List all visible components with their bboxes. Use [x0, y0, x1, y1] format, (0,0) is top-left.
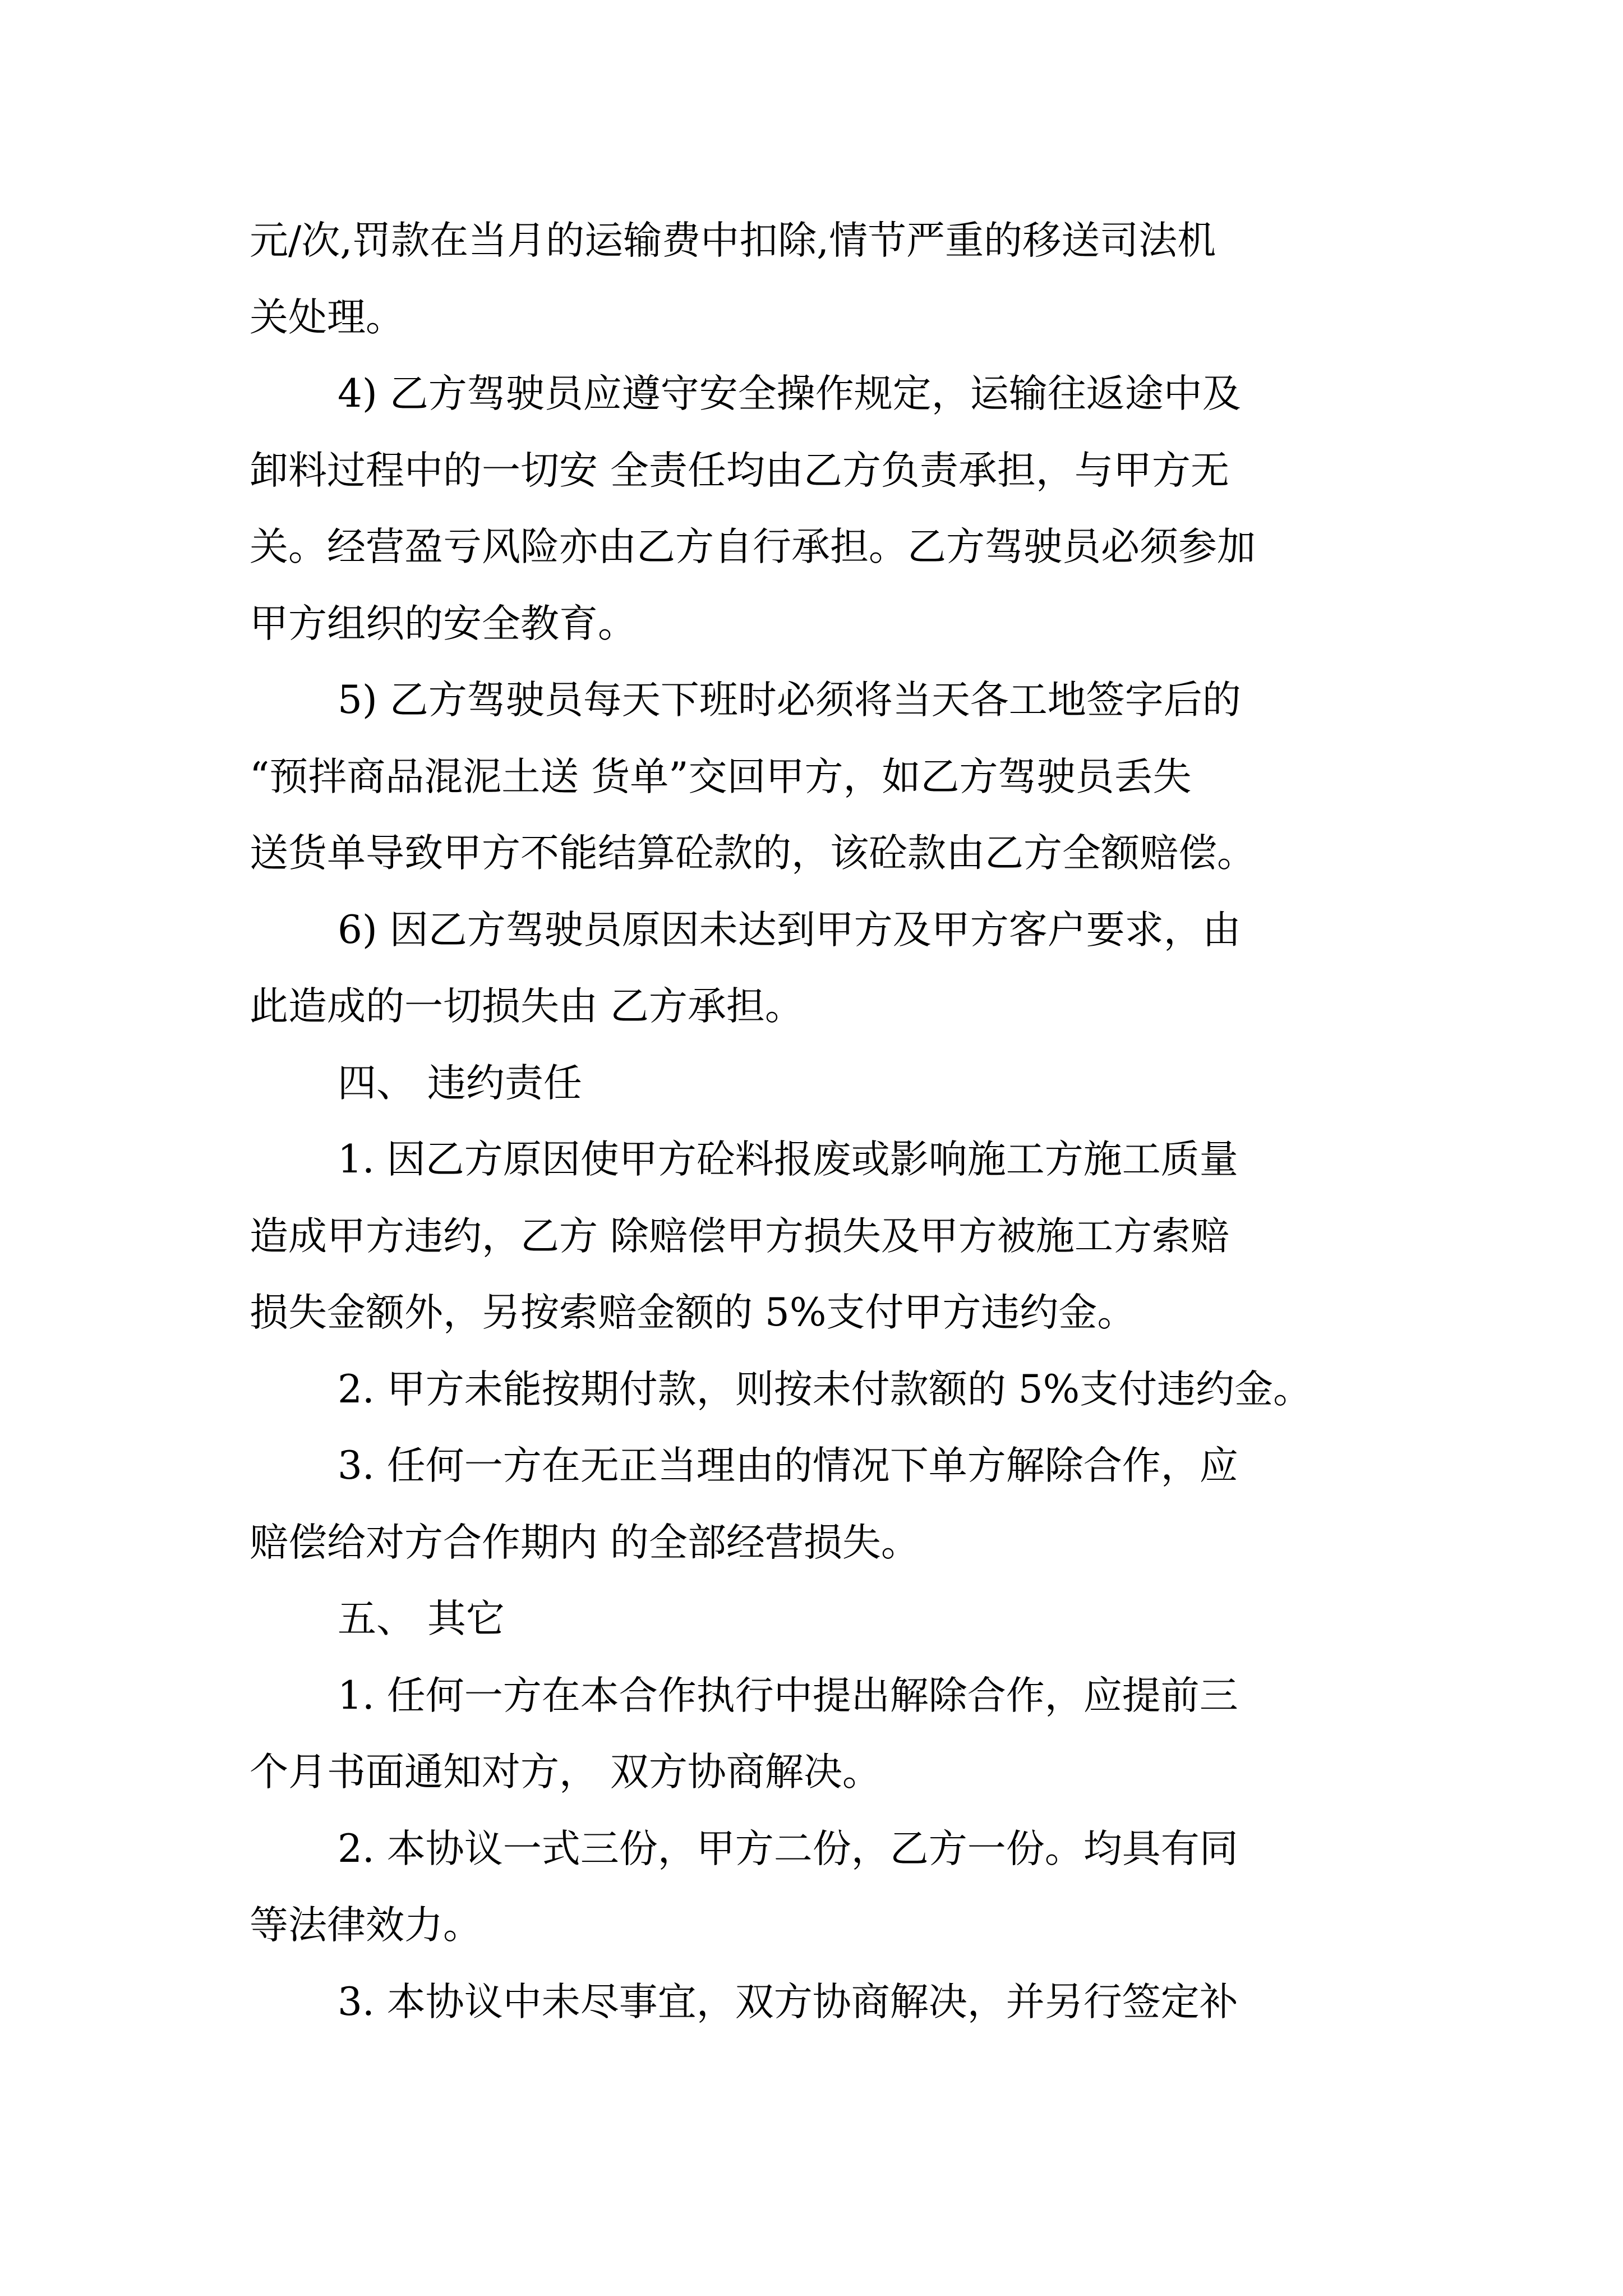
- text-line: 3. 本协议中未尽事宜，双方协商解决，并另行签定补: [338, 1980, 1238, 2024]
- text-line: 2. 本协议一式三份，甲方二份，乙方一份。均具有同: [338, 1826, 1238, 1871]
- text-line: 此造成的一切损失由 乙方承担。: [250, 984, 804, 1029]
- section-5-heading: 五、 其它: [338, 1596, 505, 1641]
- text-line: 关。经营盈亏风险亦由乙方自行承担。乙方驾驶员必须参加: [250, 524, 1256, 569]
- text-line: 送货单导致甲方不能结算砼款的，该砼款由乙方全额赔偿。: [250, 831, 1256, 876]
- text-line: 1. 任何一方在本合作执行中提出解除合作，应提前三: [338, 1673, 1238, 1718]
- text-line: 个月书面通知对方， 双方协商解决。: [250, 1750, 881, 1795]
- text-line: 6) 因乙方驾驶员原因未达到甲方及甲方客户要求，由: [338, 908, 1241, 953]
- text-line: “预拌商品混泥土送 货单”交回甲方，如乙方驾驶员丢失: [250, 754, 1192, 799]
- text-line: 4) 乙方驾驶员应遵守安全操作规定，运输往返途中及: [338, 371, 1241, 416]
- text-line: 赔偿给对方合作期内 的全部经营损失。: [250, 1520, 920, 1565]
- text-line: 卸料过程中的一切安 全责任均由乙方负责承担，与甲方无: [250, 448, 1229, 493]
- text-line: 3. 任何一方在无正当理由的情况下单方解除合作，应: [338, 1443, 1238, 1488]
- text-line: 损失金额外，另按索赔金额的 5%支付甲方违约金。: [250, 1290, 1136, 1335]
- text-line: 1. 因乙方原因使甲方砼料报废或影响施工方施工质量: [338, 1137, 1238, 1182]
- text-line: 等法律效力。: [250, 1903, 482, 1948]
- text-line: 关处理。: [250, 295, 404, 340]
- text-line: 造成甲方违约，乙方 除赔偿甲方损失及甲方被施工方索赔: [250, 1214, 1229, 1259]
- text-line: 甲方组织的安全教育。: [250, 601, 637, 646]
- text-line: 5) 乙方驾驶员每天下班时必须将当天各工地签字后的: [338, 678, 1241, 723]
- text-line: 2. 甲方未能按期付款，则按未付款额的 5%支付违约金。: [338, 1367, 1312, 1412]
- text-line: 元/次,罚款在当月的运输费中扣除,情节严重的移送司法机: [250, 218, 1216, 263]
- section-4-heading: 四、 违约责任: [338, 1061, 582, 1106]
